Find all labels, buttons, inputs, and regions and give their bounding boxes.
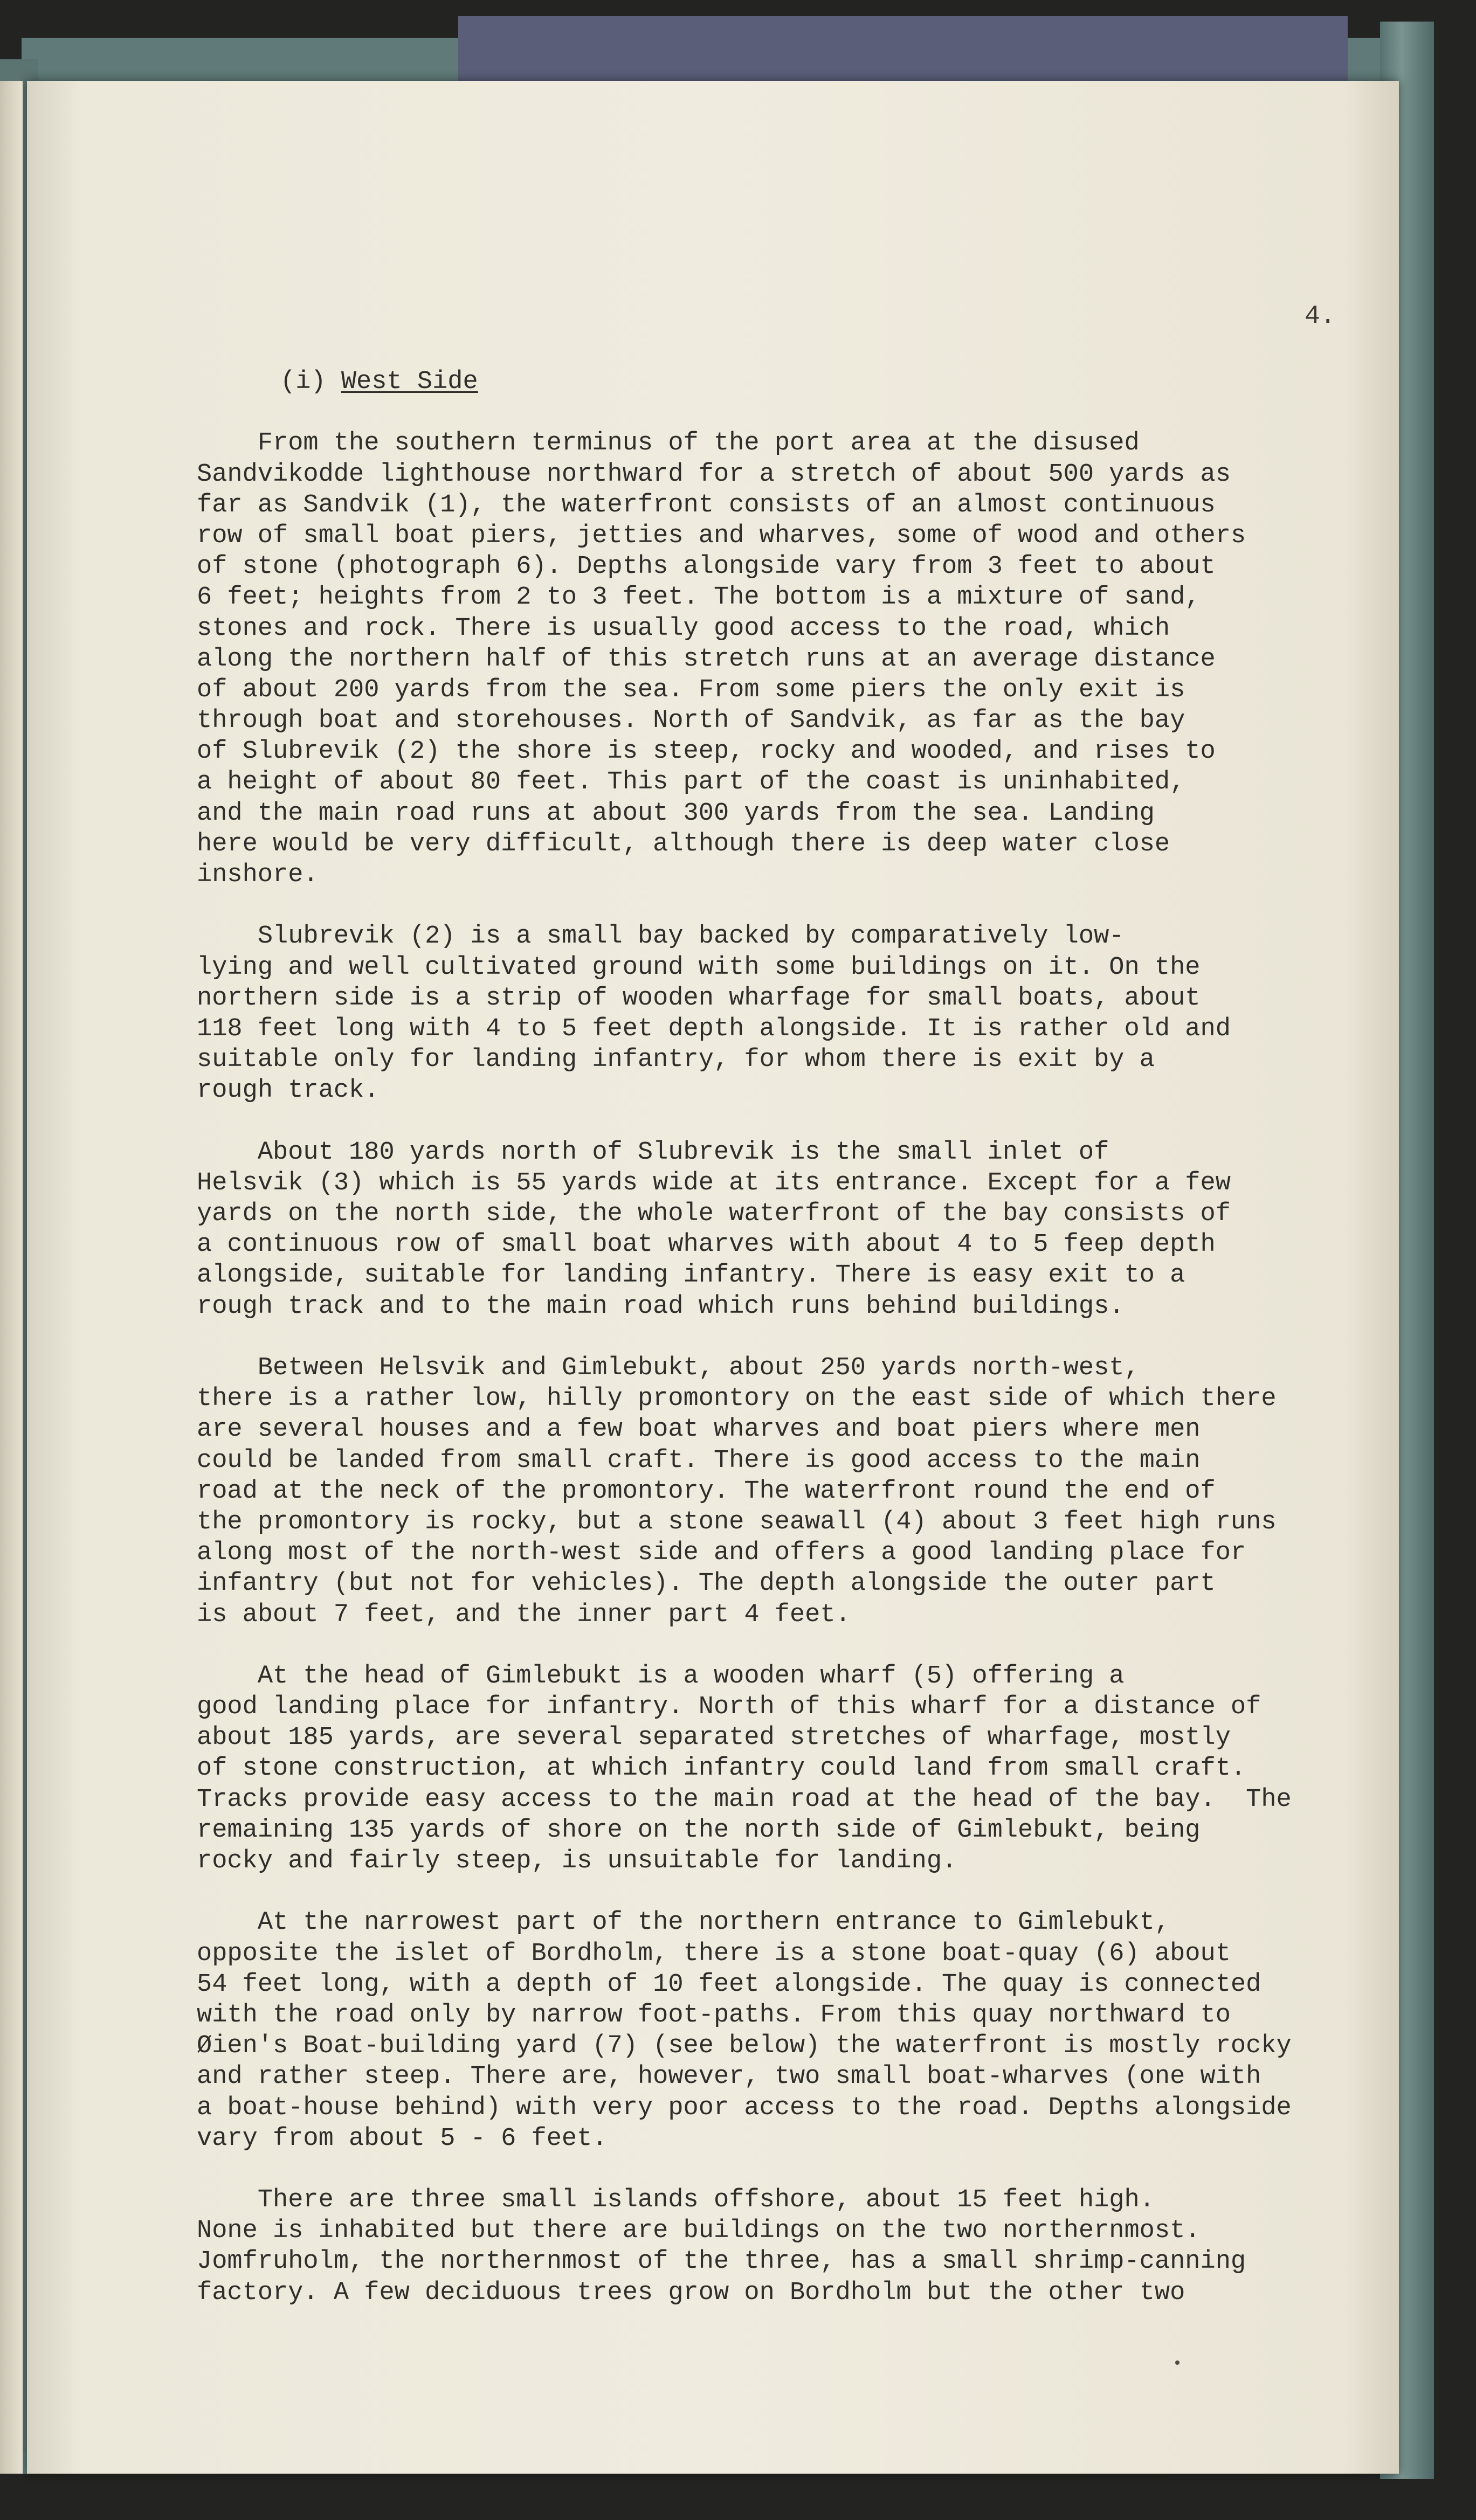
text-line: 6 feet; heights from 2 to 3 feet. The bottom is a mixture of sand, <box>197 583 1201 612</box>
paragraph <box>197 1661 1334 1908</box>
text-line: lying and well cultivated ground with some buildings on it. On the <box>197 953 1201 982</box>
text-line: northern side is a strip of wooden wharfage for small boats, about <box>197 984 1201 1013</box>
section-heading <box>280 366 1334 397</box>
text-line: a boat-house behind) with very poor access to the road. Depths alongside <box>197 2093 1292 2122</box>
heading-spacer <box>280 397 1334 428</box>
text-line: and rather steep. There are, however, two small boat-wharves (one with <box>197 2062 1261 2092</box>
text-line: along the northern half of this stretch runs at an average distance <box>197 645 1216 674</box>
text-line: of stone construction, at which infantry could land from small craft. <box>197 1754 1246 1783</box>
text-line: rocky and fairly steep, is unsuitable for landing. <box>197 1847 957 1875</box>
ink-speck <box>1175 2360 1180 2365</box>
text-line: could be landed from small craft. There is good access to the main <box>197 1446 1201 1475</box>
text-line: None is inhabited but there are buildings on the two northernmost. <box>197 2217 1201 2246</box>
text-line: there is a rather low, hilly promontory on the east side of which there <box>197 1384 1277 1414</box>
text-line: There are three small islands offshore, about 15 feet high. <box>197 2186 1155 2215</box>
text-line: vary from about 5 - 6 feet. <box>197 2124 608 2153</box>
text-line: with the road only by narrow foot-paths. From this quay northward to <box>197 2000 1231 2030</box>
text-line: far as Sandvik (1), the waterfront consists of an almost continuous <box>197 490 1216 520</box>
paragraph <box>197 921 1334 1137</box>
text-line: At the head of Gimlebukt is a wooden wharf (5) offering a <box>197 1661 1125 1691</box>
text-line: remaining 135 yards of shore on the north side of Gimlebukt, being <box>197 1816 1201 1845</box>
text-line: Øien's Boat-building yard (7) (see below) the waterfront is mostly rocky <box>197 2032 1292 2061</box>
text-line: opposite the islet of Bordholm, there is a stone boat-quay (6) about <box>197 1939 1231 1968</box>
text-line: a continuous row of small boat wharves with about 4 to 5 feep depth <box>197 1230 1216 1259</box>
text-line: infantry (but not for vehicles). The depth alongside the outer part <box>197 1569 1216 1598</box>
text-line: good landing place for infantry. North of this wharf for a distance of <box>197 1693 1261 1722</box>
text-line: of Slubrevik (2) the shore is steep, rocky and wooded, and rises to <box>197 737 1216 766</box>
text-line: and the main road runs at about 300 yards from the sea. Landing <box>197 799 1155 828</box>
text-line: row of small boat piers, jetties and wharves, some of wood and others <box>197 521 1246 550</box>
text-line: From the southern terminus of the port area at the disused <box>197 429 1140 458</box>
text-line: stones and rock. There is usually good access to the road, which <box>197 614 1170 643</box>
text-line: Between Helsvik and Gimlebukt, about 250 yards north-west, <box>197 1354 1140 1382</box>
text-line: About 180 yards north of Slubrevik is the small inlet of <box>197 1138 1109 1167</box>
text-line: yards on the north side, the whole waterfront of the bay consists of <box>197 1200 1231 1229</box>
section-heading-number: (i) <box>280 368 326 396</box>
binder-spine-cloth <box>458 16 1348 81</box>
text-line: the promontory is rocky, but a stone seawall (4) about 3 feet high runs <box>197 1507 1277 1536</box>
text-line: are several houses and a few boat wharves and boat piers where men <box>197 1415 1201 1444</box>
paragraph <box>197 2185 1334 2308</box>
text-line: rough track and to the main road which runs behind buildings. <box>197 1292 1125 1321</box>
text-line: factory. A few deciduous trees grow on Bordholm but the other two <box>197 2278 1185 2307</box>
text-line: Tracks provide easy access to the main road at the head of the bay. The <box>197 1785 1292 1814</box>
text-line: 54 feet long, with a depth of 10 feet alongside. The quay is connected <box>197 1970 1261 1999</box>
paragraph <box>197 1137 1334 1353</box>
text-line: about 185 yards, are several separated stretches of wharfage, mostly <box>197 1723 1231 1753</box>
page-gutter <box>0 81 23 2474</box>
text-line: At the narrowest part of the northern entrance to Gimlebukt, <box>197 1908 1170 1937</box>
text-line: Sandvikodde lighthouse northward for a stretch of about 500 yards as <box>197 460 1231 489</box>
text-line: of about 200 yards from the sea. From some piers the only exit is <box>197 675 1185 704</box>
paragraph <box>197 1907 1334 2185</box>
text-line: along most of the north-west side and offers a good landing place for <box>197 1539 1246 1568</box>
text-line: rough track. <box>197 1076 380 1105</box>
text-line: alongside, suitable for landing infantry. There is easy exit to a <box>197 1261 1185 1290</box>
text-line: road at the neck of the promontory. The waterfront round the end of <box>197 1477 1216 1506</box>
text-line: through boat and storehouses. North of Sandvik, as far as the bay <box>197 707 1185 736</box>
text-line: of stone (photograph 6). Depths alongside vary from 3 feet to about <box>197 552 1216 581</box>
text-line: a height of about 80 feet. This part of the coast is uninhabited, <box>197 768 1185 797</box>
paragraph <box>197 428 1334 921</box>
paragraph-list <box>197 428 1334 2308</box>
page-body <box>197 366 1334 2308</box>
text-line: Slubrevik (2) is a small bay backed by comparatively low- <box>197 922 1125 951</box>
paragraph <box>197 1353 1334 1661</box>
text-line: Jomfruholm, the northernmost of the three, has a small shrimp-canning <box>197 2247 1246 2276</box>
text-line: Helsvik (3) which is 55 yards wide at its entrance. Except for a few <box>197 1168 1231 1197</box>
text-line: is about 7 feet, and the inner part 4 feet. <box>197 1600 851 1629</box>
text-line: 118 feet long with 4 to 5 feet depth alongside. It is rather old and <box>197 1014 1231 1043</box>
text-line: here would be very difficult, although there is deep water close <box>197 829 1170 859</box>
text-line: suitable only for landing infantry, for whom there is exit by a <box>197 1046 1155 1075</box>
section-heading-title: West Side <box>341 368 478 396</box>
page-number: 4. <box>1305 302 1336 331</box>
text-line: inshore. <box>197 861 319 889</box>
